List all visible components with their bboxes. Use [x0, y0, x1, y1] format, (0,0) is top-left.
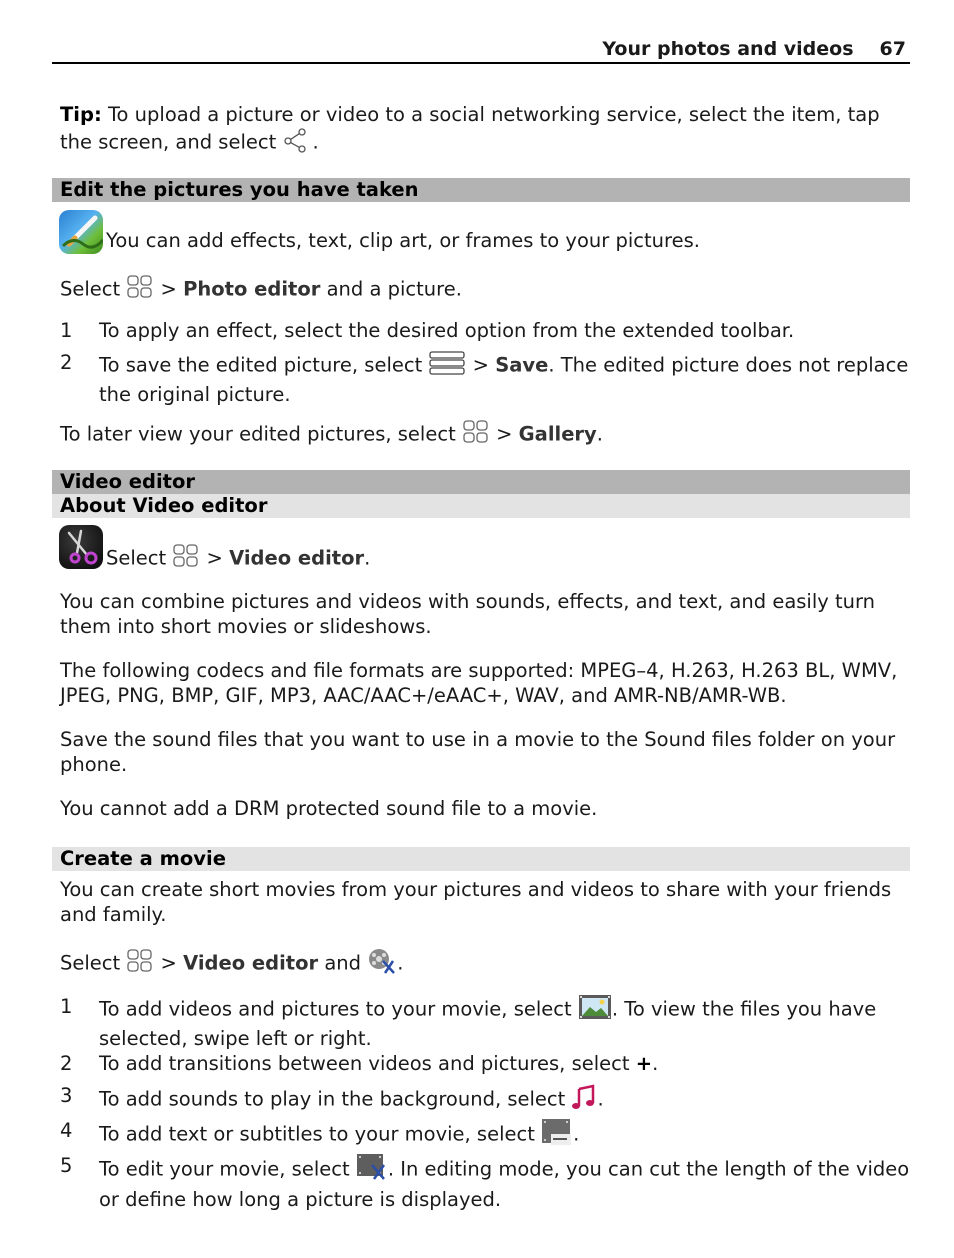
separator: > — [489, 422, 519, 446]
options-list-icon — [428, 350, 466, 382]
film-edit-icon — [356, 1153, 388, 1187]
list-item — [60, 1083, 910, 1117]
list-item — [60, 994, 910, 1051]
separator: > — [466, 353, 496, 377]
step-post: . In editing mode, you can cut the length of the video or define how long a picture is displayed. — [99, 1157, 910, 1211]
step-number: 1 — [60, 319, 73, 342]
list-item — [60, 350, 910, 407]
film-scissors-icon — [367, 947, 397, 981]
separator: > — [200, 546, 230, 570]
plus-symbol: + — [635, 1052, 653, 1075]
gallery-label: Gallery — [518, 422, 597, 446]
save-label: Save — [495, 353, 549, 377]
step-text: To apply an effect, select the desired option from the extended toolbar. — [99, 319, 795, 342]
video-editor-label: Video editor — [229, 546, 365, 570]
step-post: . — [573, 1122, 580, 1146]
select-post: and a picture. — [320, 277, 462, 301]
menu-grid-icon — [126, 948, 154, 980]
list-item — [60, 318, 910, 343]
select-mid: and — [318, 951, 368, 975]
select-post: . — [397, 951, 404, 975]
tip-end: . — [312, 130, 319, 154]
list-item — [60, 1153, 910, 1212]
list-item — [60, 1118, 910, 1152]
step-text — [99, 1083, 910, 1117]
step-number: 2 — [60, 1052, 73, 1075]
subsection-heading-about: About Video editor — [52, 494, 910, 518]
menu-grid-icon — [172, 543, 200, 575]
menu-grid-icon — [462, 419, 490, 451]
select-text: Select — [106, 546, 173, 570]
video-editor-app-icon — [59, 525, 103, 569]
tip-paragraph — [60, 102, 910, 159]
step-pre: To save the edited picture, select — [99, 353, 429, 377]
add-media-icon — [578, 994, 612, 1026]
page-header — [52, 38, 910, 64]
photo-editor-app-icon — [59, 210, 103, 254]
chapter-title: Your photos and videos — [602, 38, 854, 60]
step-text — [99, 1153, 910, 1212]
video-editor-select — [106, 543, 906, 575]
gallery-text: To later view your edited pictures, select — [60, 422, 462, 446]
subsection-heading-create-movie: Create a movie — [52, 847, 910, 871]
select-text: Select — [60, 277, 127, 301]
step-number: 4 — [60, 1119, 73, 1142]
text-abc-icon — [541, 1118, 573, 1152]
video-para-combine: You can combine pictures and videos with sounds, effects, and text, and easily turn them into short movies or slideshows. — [60, 590, 876, 638]
video-para-codecs: The following codecs and file formats are supported: MPEG–4, H.263, H.263 BL, WMV, JPEG, PNG, BMP, GIF, MP3, AAC/AAC+/eAAC+, WAV, and AMR-NB/AMR-WB. — [60, 659, 898, 707]
step-pre: To add sounds to play in the background, select — [99, 1087, 572, 1111]
step-post: . — [652, 1052, 659, 1075]
music-note-icon — [571, 1083, 597, 1117]
section-heading-edit: Edit the pictures you have taken — [52, 178, 910, 202]
video-para-drm: You cannot add a DRM protected sound file to a movie. — [60, 797, 598, 820]
movie-intro: You can create short movies from your pictures and videos to share with your friends and family. — [60, 878, 892, 926]
video-para-sound-files: Save the sound files that you want to use in a movie to the Sound files folder on your phone. — [60, 728, 896, 776]
photo-editor-select — [60, 274, 910, 306]
step-pre: To edit your movie, select — [99, 1157, 356, 1181]
tip-label: Tip: — [60, 103, 102, 126]
section-heading-video-editor: Video editor — [52, 470, 910, 494]
page-number: 67 — [879, 38, 906, 60]
step-text — [99, 350, 910, 407]
tip-text: To upload a picture or video to a social networking service, select the item, tap the screen, and select — [60, 103, 880, 154]
photo-editor-label: Photo editor — [183, 277, 321, 301]
step-text — [99, 1118, 910, 1152]
list-item — [60, 1051, 910, 1076]
step-pre: To add text or subtitles to your movie, select — [99, 1122, 542, 1146]
step-post: . To view the files you have selected, swipe left or right. — [99, 997, 877, 1050]
step-text — [99, 1051, 910, 1076]
step-number: 1 — [60, 995, 73, 1018]
movie-select — [60, 947, 910, 981]
separator: > — [154, 951, 184, 975]
separator: > — [154, 277, 184, 301]
gallery-post: . — [596, 422, 603, 446]
video-editor-label: Video editor — [183, 951, 319, 975]
step-number: 3 — [60, 1084, 73, 1107]
photo-editor-intro: You can add effects, text, clip art, or frames to your pictures. — [106, 229, 700, 252]
gallery-paragraph — [60, 419, 910, 451]
step-number: 2 — [60, 351, 73, 374]
share-icon — [282, 127, 312, 159]
step-post: . The edited picture does not replace the original picture. — [99, 353, 909, 406]
step-pre: To add transitions between videos and pictures, select — [99, 1052, 636, 1075]
step-number: 5 — [60, 1154, 73, 1177]
select-text: Select — [60, 951, 127, 975]
select-post: . — [364, 546, 371, 570]
step-pre: To add videos and pictures to your movie, select — [99, 997, 578, 1021]
step-text — [99, 994, 910, 1051]
menu-grid-icon — [126, 274, 154, 306]
step-post: . — [597, 1087, 604, 1111]
